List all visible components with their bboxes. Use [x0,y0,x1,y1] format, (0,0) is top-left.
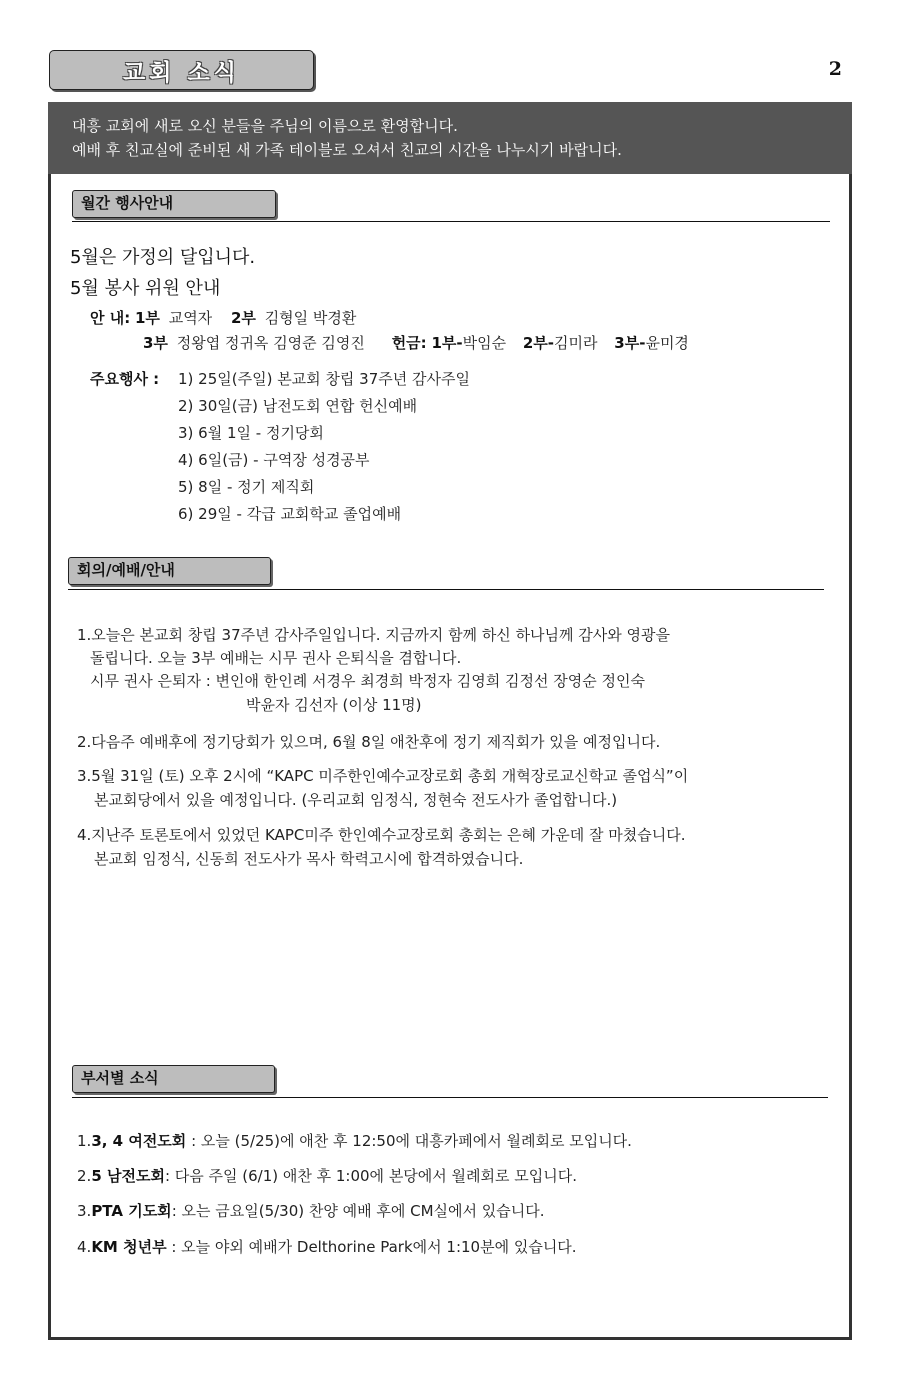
welcome-line-2: 예배 후 친교실에 준비된 새 가족 테이블로 오셔서 친교의 시간을 나누시기 바랍니다. [72,141,622,159]
offering-2-label: 2부- [522,334,555,352]
usher-row-2 [143,332,689,353]
offering-1-label: 1부- [431,334,463,352]
section-title-box [49,50,314,90]
notice-2: 2.다음주 예배후에 정기당회가 있으며, 6월 8일 애찬후에 정기 제직회가 있을 예정입니다. [77,733,661,751]
offering-3-label: 3부- [614,334,646,352]
department-item: 3.PTA 기도회: 오는 금요일(5/30) 찬양 예배 후에 CM실에서 있습니다. [77,1202,545,1220]
event-item: 3) 6월 1일 - 정기당회 [178,424,324,442]
department-item: 4.KM 청년부 : 오늘 야외 예배가 Delthorine Park에서 1:10분에 있습니다. [77,1238,577,1256]
service-2-label: 2부 [230,309,256,327]
events-label: 주요행사 : [90,370,160,388]
offering-2-name: 김미라 [554,334,598,352]
notice-3-line-1: 3.5월 31일 (토) 오후 2시에 “KAPC 미주한인예수교장로회 총회 개혁장로교신학교 졸업식”이 [77,767,689,785]
usher-row-1 [90,307,356,328]
offering-3-name: 윤미경 [645,334,689,352]
offering-label: 헌금: [391,334,427,352]
page-title: 교회 소식 [123,59,240,86]
service-3-label: 3부 [143,334,168,352]
welcome-line-1: 대흥 교회에 새로 오신 분들을 주님의 이름으로 환영합니다. [72,117,458,135]
event-item: 1) 25일(주일) 본교회 창립 37주년 감사주일 [178,370,470,388]
notice-1-line-1: 1.오늘은 본교회 창립 37주년 감사주일입니다. 지금까지 함께 하신 하나님께 감사와 영광을 [77,626,671,644]
event-item: 4) 6일(금) - 구역장 성경공부 [178,451,370,469]
departments-heading: 부서별 소식 [72,1065,275,1093]
notice-4-line-2: 본교회 임정식, 신동희 전도사가 목사 학력고시에 합격하였습니다. [94,850,524,868]
departments-rule [72,1097,828,1098]
notice-1-line-3: 시무 권사 은퇴자 : 변인애 한인례 서경우 최경희 박정자 김영희 김정선 장영순 정인숙 [90,672,645,690]
event-item: 2) 30일(금) 남전도회 연합 헌신예배 [178,397,418,415]
notice-4-line-1: 4.지난주 토론토에서 있었던 KAPC미주 한인예수교장로회 총회는 은혜 가운데 잘 마쳤습니다. [77,826,686,844]
offering-1-name: 박임순 [462,334,507,352]
service-2-names: 김형일 박경환 [264,309,357,327]
usher-label: 안 내: [90,309,131,327]
meetings-rule [68,589,824,590]
department-item: 2.5 남전도회: 다음 주일 (6/1) 애찬 후 1:00에 본당에서 월례회로 모입니다. [77,1167,578,1185]
notice-1-line-2: 돌립니다. 오늘 3부 예배는 시무 권사 은퇴식을 겸합니다. [90,649,462,667]
monthly-events-heading: 월간 행사안내 [72,190,276,218]
welcome-banner [48,102,852,174]
page-number: 2 [828,58,842,80]
department-item: 1.3, 4 여전도회 : 오늘 (5/25)에 애찬 후 12:50에 대흥카페에서 월례회로 모입니다. [77,1132,632,1150]
monthly-events-rule [72,221,830,222]
service-1-names: 교역자 [168,309,213,327]
service-3-names: 정왕엽 정귀옥 김영준 김영진 [176,334,365,352]
notice-3-line-2: 본교회당에서 있을 예정입니다. (우리교회 임정식, 정현숙 전도사가 졸업합니다.) [94,791,618,809]
event-item: 6) 29일 - 각급 교회학교 졸업예배 [178,505,402,523]
service-heading: 5월 봉사 위원 안내 [70,278,221,299]
event-item: 5) 8일 - 정기 제직회 [178,478,315,496]
meetings-heading: 회의/예배/안내 [68,557,271,585]
notice-1-line-4: 박윤자 김선자 (이상 11명) [246,696,422,714]
service-1-label: 1부 [134,309,160,327]
month-theme: 5월은 가정의 달입니다. [70,247,256,268]
